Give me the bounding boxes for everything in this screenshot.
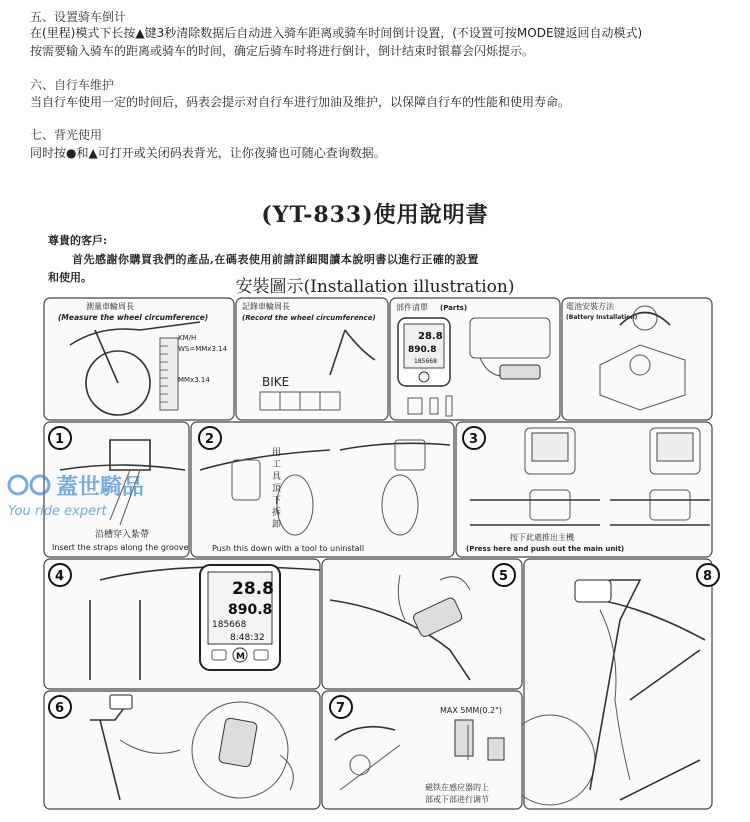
step1-number: 1 [55,432,65,447]
manual-title: (YT-833)使用說明書 [261,202,489,228]
step2-panel [191,422,454,557]
step7-number: 7 [336,701,346,716]
display-odometer: 185668 [212,620,247,630]
ruler-icon [160,338,178,410]
installation-heading: 安裝圖示(Installation illustration) [235,277,515,297]
p3-screen-bot: 185668 [414,358,437,365]
sensor-icon [500,365,540,379]
greeting: 尊貴的客戶: [48,234,108,247]
step3-cn: 按下此處推出主機 [510,533,574,542]
step7-cn2: 部或下部进行调节 [425,795,489,804]
p1-formula: WS=MMx3.14 [178,345,228,353]
watermark-cn: 蓋世騎品 [56,475,145,500]
section7-heading: 七、背光使用 [30,128,103,142]
svg-text:卸: 卸 [272,520,282,530]
p3-en: (Parts) [440,304,468,312]
p3-cn: 部件清單 [396,303,428,312]
p1-cn: 測量車輪周長 [86,302,134,311]
step4-number: 4 [55,569,65,584]
p2-cn: 記錄車輪周長 [242,302,290,311]
intro-line2: 和使用。 [48,271,92,284]
p1-en: (Measure the wheel circumference) [58,313,209,322]
section7-line1: 同时按●和▲可打开或关闭码表背光，让你夜骑也可随心查询数据。 [30,146,386,160]
step7-max: MAX 5MM(0.2") [440,706,502,715]
display-distance: 890.8 [228,602,273,618]
svg-text:具: 具 [272,472,282,482]
p1-mm: MMx3.14 [178,376,210,384]
step6-number: 6 [55,701,65,716]
svg-text:下: 下 [272,496,282,506]
section5-line1: 在(里程)模式下长按▲键3秒清除数据后自动进入骑车距离或骑车时间倒计设置，(不设置可按MODE键返回自动模式) [30,26,643,40]
display-time: 8:48:32 [230,633,265,643]
step2-en: Push this down with a tool to uninstall [212,544,365,553]
p2-bike: BIKE [262,375,290,389]
p1-kmh: KM/H [178,334,197,342]
mode-button-label: M [236,652,245,662]
p3-screen-top: 28.8 [418,331,443,342]
step8-panel [524,559,712,809]
step3-number: 3 [469,432,479,447]
step7-cn1: 磁铁在感应器的上 [425,783,489,792]
step2-cn-1: 用 [272,448,282,458]
step5-number: 5 [499,569,509,584]
svg-text:拆: 拆 [272,508,282,518]
step8-number: 8 [703,569,713,584]
p4-en: (Battery Installation) [566,314,638,321]
step1-en: Insert the straps along the groove [52,543,189,552]
section5-line2: 按需要输入骑车的距离或骑车的时间，确定后骑车时将进行倒计，倒计结束时银幕会闪烁提示。 [30,44,535,58]
watermark-en: You ride expert [8,504,107,519]
p3-screen-mid: 890.8 [408,345,437,355]
step6-panel [44,691,320,809]
svg-text:工: 工 [272,460,282,470]
p2-en: (Record the wheel circumference) [242,314,376,322]
display-speed: 28.8 [232,579,274,599]
p4-cn: 電池安裝方法 [566,302,614,311]
section5-heading: 五、设置骑车倒计 [30,10,127,24]
section6-line1: 当自行车使用一定的时间后，码表会提示对自行车进行加油及维护，以保障自行车的性能和使用寿命。 [30,95,571,109]
intro-line1: 首先感謝你購買我們的產品,在碼表使用前請詳細閱讀本說明書以進行正確的設置 [72,253,479,266]
step1-cn: 沿槽穿入紮帶 [95,530,150,540]
step2-number: 2 [205,432,215,447]
section6-heading: 六、自行车维护 [30,78,115,92]
step3-en: (Press here and push out the main unit) [466,545,625,553]
svg-text:頂: 頂 [272,484,282,494]
